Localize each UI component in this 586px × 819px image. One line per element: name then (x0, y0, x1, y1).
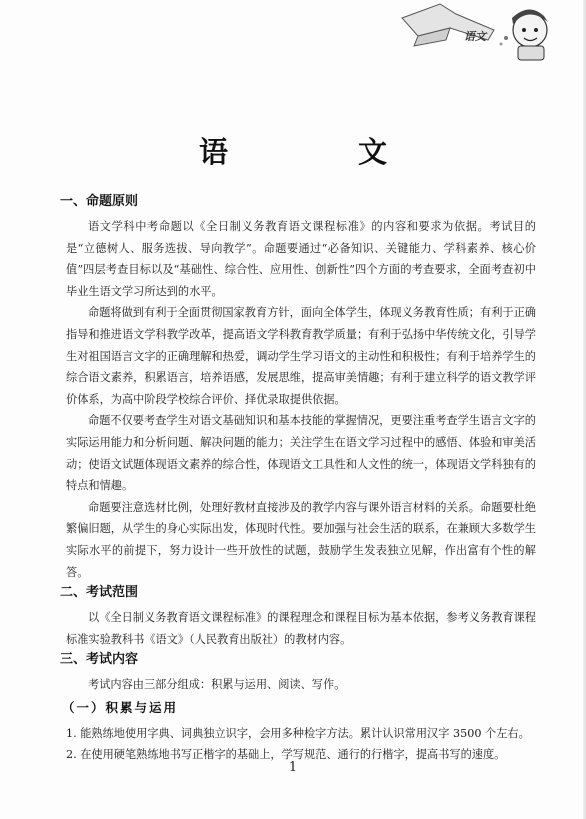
section-heading-content: 三、考试内容 (60, 652, 139, 668)
section-heading-principles: 一、命题原则 (60, 194, 139, 209)
paragraph: 语文学科中考命题以《全日制义务教育语文课程标准》的内容和要求为依据。考试目的是“立德树人、服务选拔、导向教学”。命题要通过“必备知识、关键能力、学科素养、核心价值”四层考查目标以及“基础性、综合性、应用性、创新性”四个方面的考查要求，全面考查初中毕业生语文学习所达到的水平。 (66, 220, 536, 298)
paragraph: 考试内容由三部分组成：积累与运用、阅读、写作。 (88, 678, 346, 692)
subsection-heading: （一）积累与运用 (62, 699, 179, 715)
paragraph: 命题要注意选材比例，处理好教材直接涉及的教学内容与课外语言材料的关系。命题要杜绝繁偏旧题，从学生的身心实际出发，体现时代性。要加强与社会生活的联系，在兼顾大多数学生实际水平的前提下，努力设计一些开放性的试题，鼓励学生发表独立见解，作出富有个性的解答。 (66, 500, 536, 579)
paragraph: 命题将做到有利于全面贯彻国家教育方针，面向全体学生，体现义务教育性质；有利于正确指导和推进语文学科教学改革，提高语文学科教育教学质量；有利于弘扬中华传统文化，引导学生对祖国语言文字的正确理解和热爱，调动学生学习语文的主动性和积极性；有利于培养学生的综合语文素养，积累语言，培养语感，发展思维，提高审美情趣；有利于建立科学的语文教学评价体系，为高中阶段学校综合评价、择优录取提供依据。 (66, 306, 536, 406)
page-title: 语 文 (198, 135, 448, 169)
header-badge: 语文 (464, 30, 486, 43)
document-body (60, 192, 536, 766)
paragraph: 命题不仅要考查学生对语文基础知识和基本技能的掌握情况，更要注重考查学生语言文字的实际运用能力和分析问题、解决问题的能力；关注学生在语文学习过程中的感悟、体验和审美活动；使语文试题体现语文素养的综合性，体现语文工具性和人文性的统一，体现语文学科独有的特点和情趣。 (66, 414, 536, 493)
page-number: 1 (288, 760, 298, 775)
section-heading-scope: 二、考试范围 (60, 585, 139, 601)
list-item: 2. 在使用硬笔熟练地书写正楷字的基础上，学写规范、通行的行楷字，提高书写的速度。 (66, 748, 506, 762)
paragraph: 以《全日制义务教育语文课程标准》的课程理念和课程目标为基本依据，参考义务教育课程标准实验教科书《语文》（人民教育出版社）的教材内容。 (66, 611, 536, 646)
list-item: 1. 能熟练地使用字典、词典独立识字，会用多种检字方法。累计认识常用汉字 3500 个左右。 (66, 726, 530, 740)
